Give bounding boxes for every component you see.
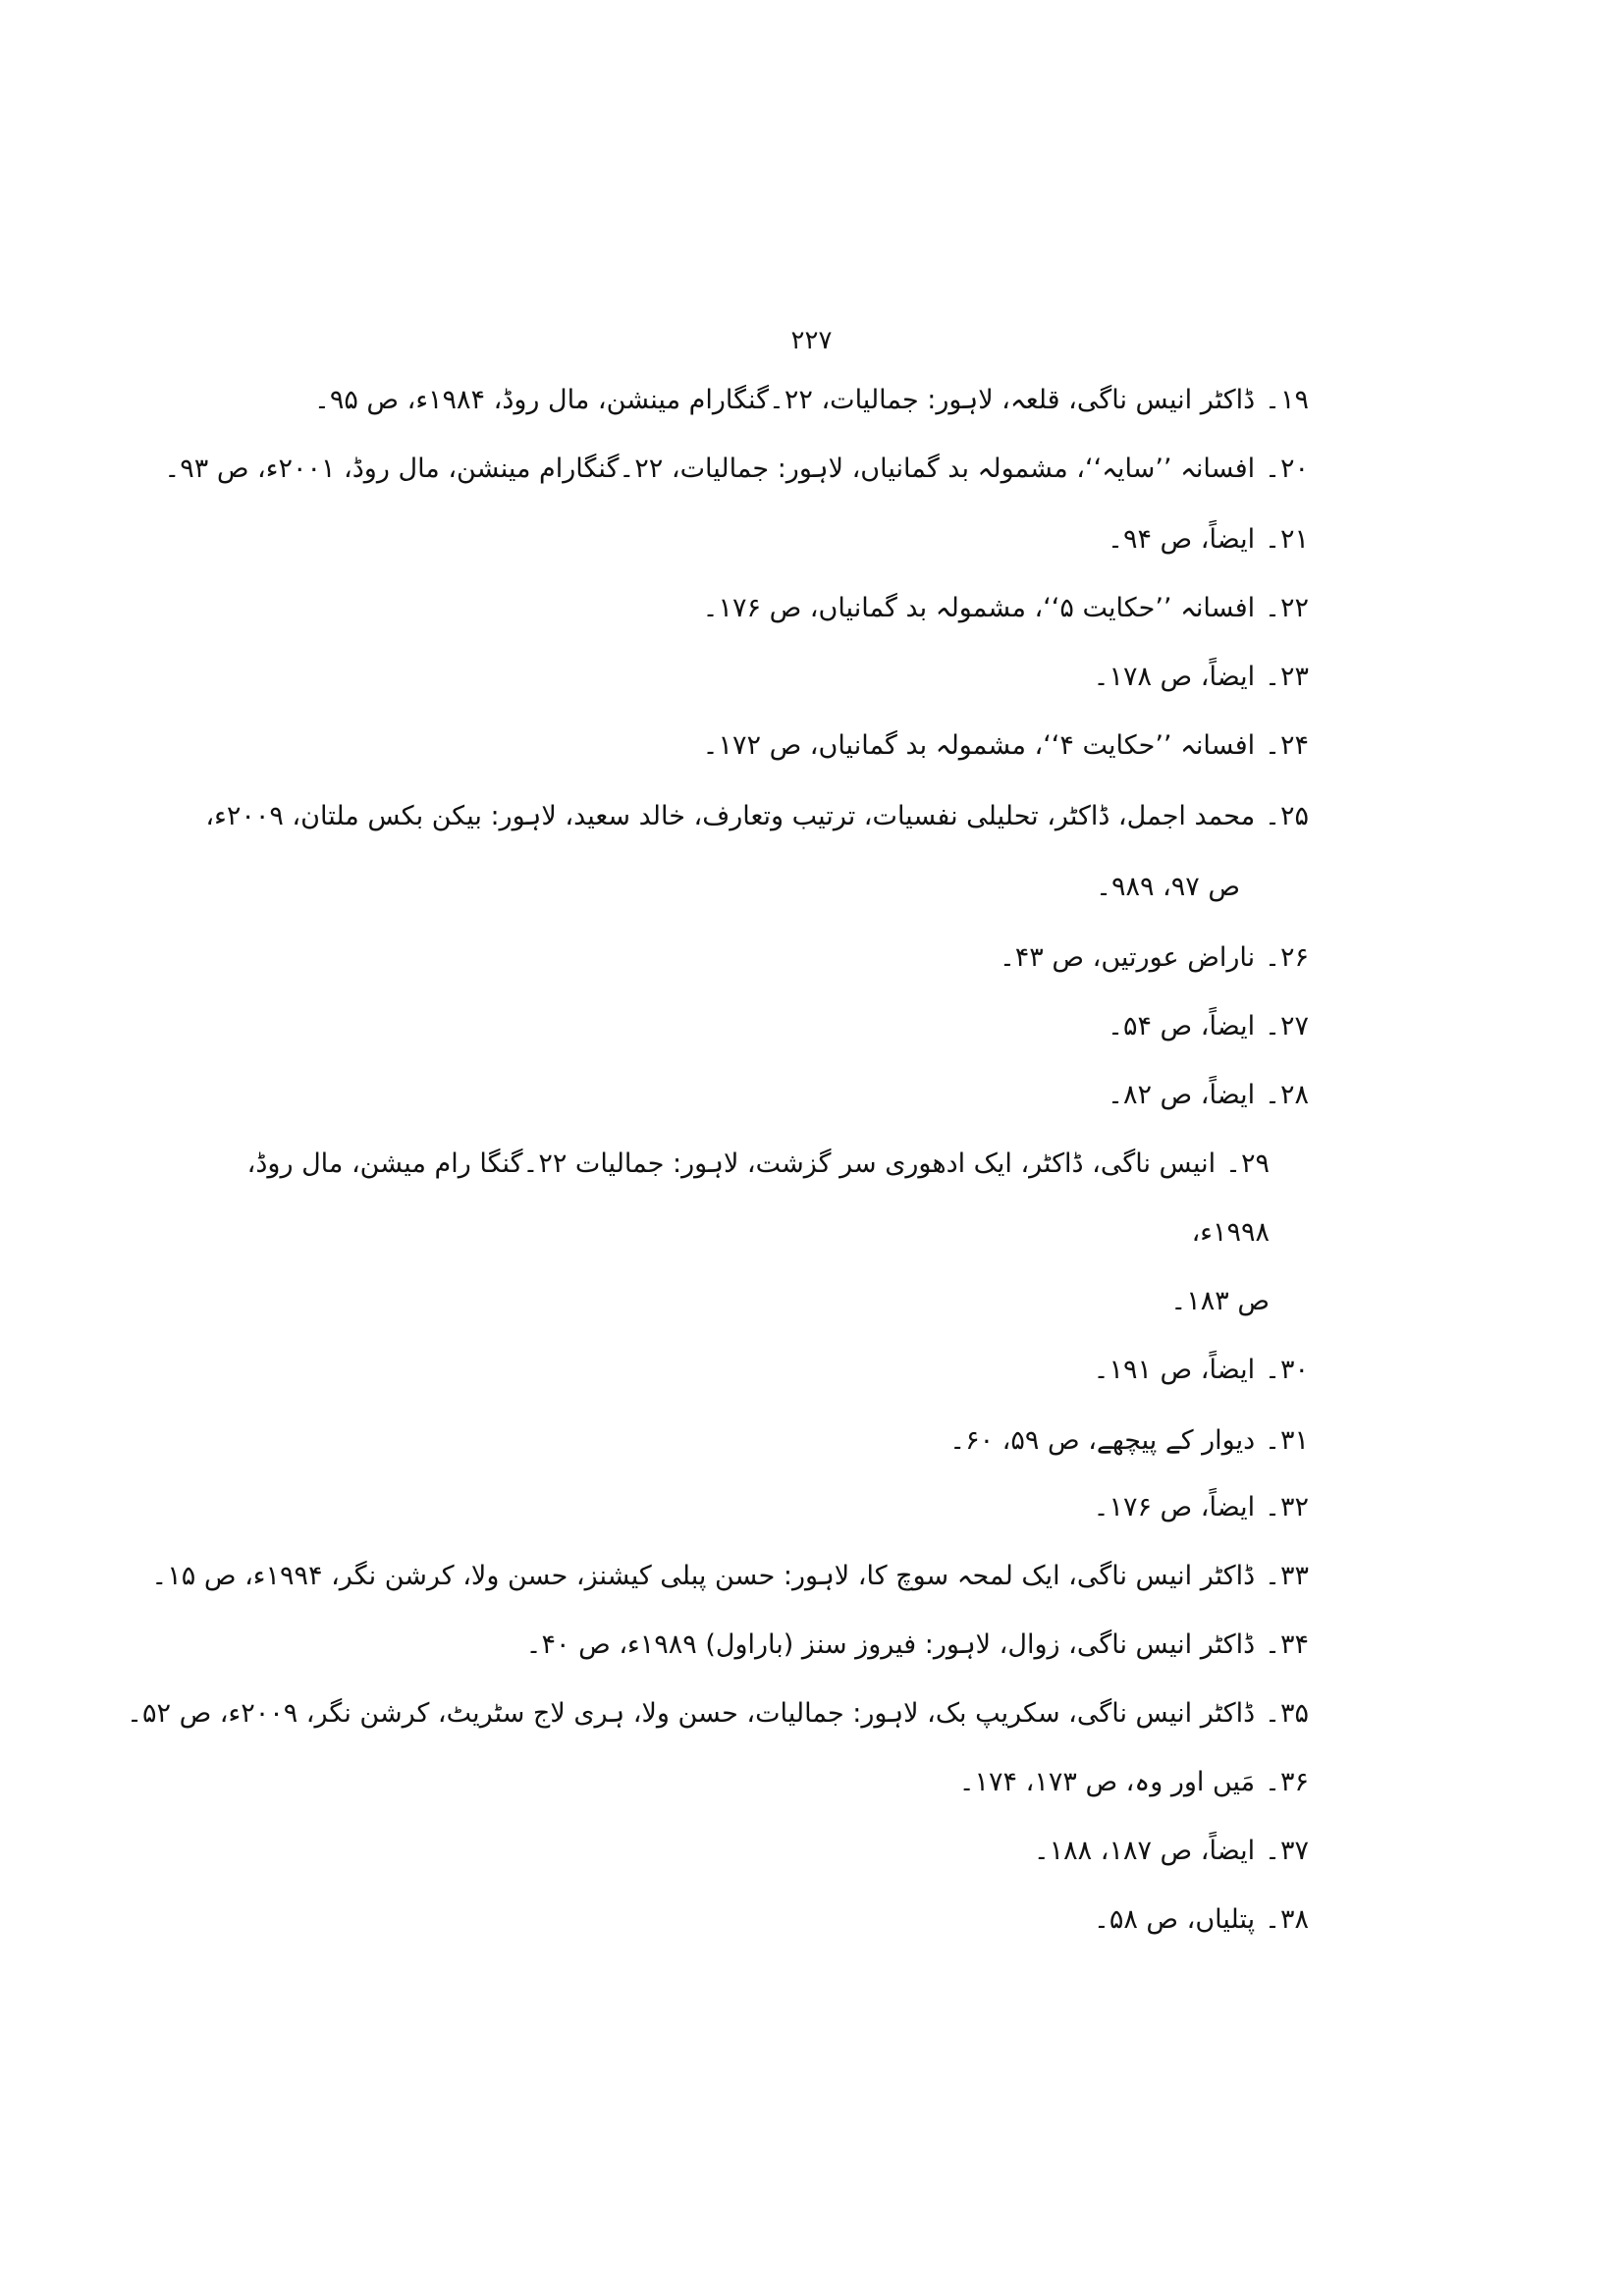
footnote-text: ڈاکٹر انیس ناگی، قلعہ، لاہور: جمالیات، ۲۲۔گنگارام مینشن، مال روڈ، ۱۹۸۴ء، ص ۹۵۔ xyxy=(313,385,1256,415)
footnote-number: ۳۰۔ xyxy=(1265,1355,1309,1385)
footnote-text: ایضاً، ص ۹۴۔ xyxy=(1108,524,1256,555)
footnote-number: ۲۷۔ xyxy=(1265,1011,1309,1041)
footnote-19 xyxy=(314,381,1309,420)
footnote-number: ۲۱۔ xyxy=(1265,524,1309,555)
footnote-number: ۳۳۔ xyxy=(1265,1561,1309,1591)
footnote-number: ۲۹۔ xyxy=(1225,1148,1270,1179)
footnote-text: ایضاً، ص ۱۹۱۔ xyxy=(1093,1355,1256,1385)
footnote-text: ایضاً، ص ۸۲۔ xyxy=(1108,1080,1256,1110)
footnote-32 xyxy=(1094,1488,1309,1527)
footnote-text: ایضاً، ص ۱۷۶۔ xyxy=(1093,1492,1256,1522)
footnote-text: ایضاً، ص ۱۷۸۔ xyxy=(1093,662,1256,692)
footnote-text: افسانہ ’’حکایت ۴‘‘، مشمولہ بد گمانیاں، ص ۱۷۲۔ xyxy=(702,730,1256,761)
footnote-text: ص ۹۷، ۹۸۹۔ xyxy=(1096,872,1240,902)
footnote-text: ڈاکٹر انیس ناگی، ایک لمحہ سوچ کا، لاہور: حسن پبلی کیشنز، حسن ولا، کرشن نگر، ۱۹۹۴ء، ص ۱۵۔ xyxy=(151,1561,1256,1591)
footnote-29-continuation xyxy=(1192,1213,1270,1253)
footnote-number: ۳۱۔ xyxy=(1265,1425,1309,1456)
footnote-31 xyxy=(949,1421,1309,1461)
footnote-text: ص ۱۸۳۔ xyxy=(1170,1286,1270,1316)
page-number: ۲۲۷ xyxy=(790,326,833,355)
footnote-number: ۳۶۔ xyxy=(1265,1767,1309,1797)
footnote-number: ۲۰۔ xyxy=(1265,454,1309,484)
footnote-number: ۲۵۔ xyxy=(1265,801,1309,831)
footnote-text: ڈاکٹر انیس ناگی، سکریپ بک، لاہور: جمالیات، حسن ولا، ہری لاج سٹریٹ، کرشن نگر، ۲۰۰۹ء، ص ۵۲۔ xyxy=(127,1698,1256,1729)
footnote-text: افسانہ ’’سایہ‘‘، مشمولہ بد گمانیاں، لاہور: جمالیات، ۲۲۔گنگارام مینشن، مال روڈ، ۲۰۰۱ء، ص ۹۳۔ xyxy=(164,454,1256,484)
footnote-number: ۳۴۔ xyxy=(1265,1629,1309,1660)
footnote-text: ناراض عورتیں، ص ۴۳۔ xyxy=(999,942,1256,973)
footnote-text: انیس ناگی، ڈاکٹر، ایک ادھوری سر گزشت، لاہور: جمالیات ۲۲۔گنگا رام میشن، مال روڈ، xyxy=(246,1148,1217,1179)
footnote-38 xyxy=(1094,1900,1309,1940)
footnote-26 xyxy=(1000,938,1309,978)
footnote-35 xyxy=(127,1694,1309,1734)
footnote-20 xyxy=(164,450,1309,489)
footnote-number: ۳۵۔ xyxy=(1265,1698,1309,1729)
footnote-text: محمد اجمل، ڈاکٹر، تحلیلی نفسیات، ترتیب وتعارف، خالد سعید، لاہور: بیکن بکس ملتان، ۲۰۰۹ء، xyxy=(205,801,1256,831)
footnote-25-continuation xyxy=(1096,868,1240,907)
footnote-24 xyxy=(703,726,1309,766)
footnote-text: پتلیاں، ص ۵۸۔ xyxy=(1093,1904,1256,1935)
footnote-text: مَیں اور وہ، ص ۱۷۳، ۱۷۴۔ xyxy=(958,1767,1256,1797)
footnote-number: ۲۴۔ xyxy=(1265,730,1309,761)
footnote-text: دیوار کے پیچھے، ص ۵۹، ۶۰۔ xyxy=(949,1425,1256,1456)
footnote-number: ۲۶۔ xyxy=(1265,942,1309,973)
footnote-29-continuation-2 xyxy=(1170,1282,1270,1321)
footnote-number: ۲۸۔ xyxy=(1265,1080,1309,1110)
footnote-number: ۳۲۔ xyxy=(1265,1492,1309,1522)
footnote-22 xyxy=(703,589,1309,628)
footnote-number: ۲۳۔ xyxy=(1265,662,1309,692)
footnote-text: افسانہ ’’حکایت ۵‘‘، مشمولہ بد گمانیاں، ص ۱۷۶۔ xyxy=(702,593,1256,623)
footnote-29 xyxy=(247,1145,1270,1184)
footnote-number: ۳۷۔ xyxy=(1265,1836,1309,1866)
footnote-23 xyxy=(1094,658,1309,697)
footnote-text: ایضاً، ص ۵۴۔ xyxy=(1108,1011,1256,1041)
footnote-number: ۱۹۔ xyxy=(1265,385,1309,415)
footnote-34 xyxy=(526,1626,1309,1665)
footnote-text: ۱۹۹۸ء، xyxy=(1191,1217,1270,1248)
footnote-27 xyxy=(1108,1007,1309,1046)
footnote-number: ۲۲۔ xyxy=(1265,593,1309,623)
footnote-28 xyxy=(1108,1076,1309,1115)
footnote-30 xyxy=(1094,1351,1309,1390)
footnote-36 xyxy=(959,1763,1309,1802)
footnote-25 xyxy=(205,797,1309,836)
footnote-33 xyxy=(151,1557,1309,1596)
footnote-21 xyxy=(1108,520,1309,560)
footnote-37 xyxy=(1034,1832,1309,1871)
footnote-text: ایضاً، ص ۱۸۷، ۱۸۸۔ xyxy=(1033,1836,1256,1866)
footnote-number: ۳۸۔ xyxy=(1265,1904,1309,1935)
footnote-text: ڈاکٹر انیس ناگی، زوال، لاہور: فیروز سنز (باراول) ۱۹۸۹ء، ص ۴۰۔ xyxy=(525,1629,1256,1660)
